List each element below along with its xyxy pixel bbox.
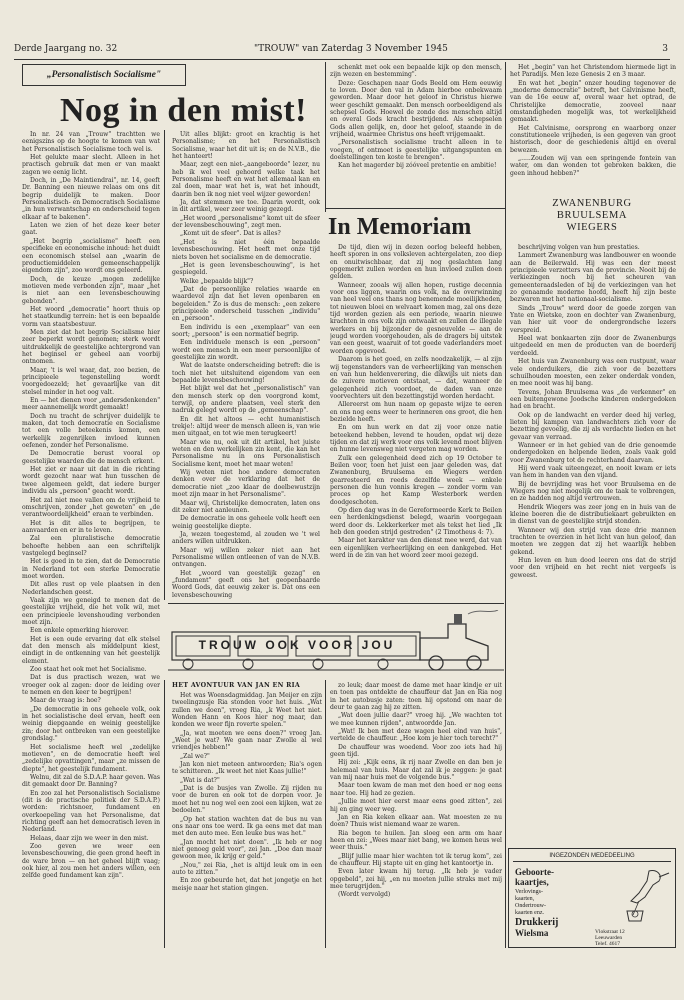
col-divider-4 [164,680,165,948]
paragraph: Maar, zegt een niet-„aangeboorde" lezer, nu heb ik wel veel gehoord welke taak het Personalisme heeft en wat het allemaal kan en zal doen, maar wat het is, wat het inhoudt, daarin ben ik nog niet veel wijzer geworden! [172,161,320,198]
paragraph: Daarom is het goed, en zelfs noodzakelijk, — al zijn wij tegenstanders van de verheerlijking van menschen en van hun heldenverering, die dikwijls uit niets dan de zuivere motieven ontstaat, — dat, wanneer de gelegenheid zich voordoet, de daden van onze voorvechters uit den bezettingstijd worden herdacht. [330,356,502,400]
paragraph: Vaak zijn we geneigd te menen dat de geestelijke vrijheid, die het volk wil, met een principieele levenshouding verbonden moet zijn. [22,596,160,626]
paragraph: En dit het altoos — echt humanistisch trekje!: altijd weer de mensch alleen is, van wie men uitgaat, en tot wie men terugkeert! [172,415,320,438]
paragraph: Maar de vraag is: hoe? [30,697,101,705]
col-divider-2 [325,62,326,212]
masthead-date: "TROUW" van Zaterdag 3 November 1945 [254,44,448,54]
col-divider-5 [325,680,326,948]
paragraph: „Nou," zei Ria, „het is altijd leuk om in een auto te zitten." [172,861,322,876]
ad-line-10: Leeuwarden [595,935,623,941]
ad-line-1: Geboorte- [515,867,554,877]
paragraph: En — het dienen voor „andersdenkenden" meer aannemelijk wordt gemaakt! [22,397,160,412]
column-4-top [510,64,676,194]
paragraph: Op dien dag was in de Gereformeerde Kerk te Beilen een herdenkingsdienst belegd, waarin voorgegaan werd door ds. Lekkerkerker met als tekst het lied „Ik heb den goeden strijd gestreden" (2 Timotheus 4: 7). [330,507,502,537]
paragraph: Laten we zien of het deze keer beter gaat. [22,222,160,237]
col-divider-1 [164,130,165,600]
banner-text: TROUW OOK VOOR JOU [198,638,396,652]
paragraph: Het was Woensdagmiddag. Jan Meijer en zijn tweelingzusje Ria stonden voor het huis. „Wat zullen we doen", vroeg Ria, „k Weet het niet. Wonden Hann en Koos hier nog maar, dan konden we weer fijn roverte spelen." [172,692,322,729]
paragraph: Allereerst om hun naam op gepaste wijze te eeren en ons nog eens weer te herinneren ons groot, die hen bezielde heeft. [330,401,502,423]
paragraph: En zoo gebeurde het, dat het jongetje en het meisje naar het station gingen. [172,877,322,892]
paragraph: Bij de bevrijding was het voor Bruulsema en de Wiegers nog niet mogelijk om de taak te volbrengen, en ze hadden nog altijd vertrouwen. [510,480,676,503]
paragraph: „Het is niet één bepaalde levensbeschouwing. Het heeft met onze tijd niets boven het socialisme en de democratie. [172,238,320,261]
story-title: HET AVONTUUR VAN JAN EN RIA [172,682,301,689]
paragraph: Tevens, Johan Bruulsema was „de verkenner" en een buitengewone Joodsche kinderen ondergedoken had en bracht. [510,388,676,411]
memoriam-column-3 [330,244,502,600]
paragraph: „Op het station wachten dat de bus nu van ons naar ons toe werd. Ik ga eens met dat man met den auto mee. Een leuke bus was het." [172,815,322,838]
paragraph: „Wat! Ik ben met deze wagen heel eind van huis", vertelde de chauffeur. „Hoe kom je hier toch terecht?" [330,728,502,743]
paragraph: Kan het magerder bij zóóveel pretentie en ambitie! [338,162,497,170]
paragraph: „Jan mocht het niet doen". „Ik heb er nog niet genoeg geld voor", zei Jan. „Doe dan maar gewoon mee, ik krijg er geld." [172,838,322,861]
paragraph: Sinds „Trouw" werd door de goede zorgen van Ynte en Wietske, zoon en dochter van Zwanenburg, van hier uit voor de ondergrondsche lezers verspreid. [510,304,676,334]
paragraph: Maar wie nu, ook uit dit artikel, het juiste weten en den werkelijken zin kent, die kan het Personalisme nu in ons Personalistisch Socialisme kent, moet het maar weten! [172,438,320,468]
paragraph: Maar wij, Christelijke democraten, laten ons dit zeker niet aanleunen. [172,499,320,514]
paragraph: zo leuk; daar moest de dame met haar kindje er uit en toen pas ontdekte de chauffeur dat Jan en Ria nog in het autobusje zaten: toen hij opstond om naar de deur te gaan zag hij ze zitten. [330,682,502,712]
paragraph: Ook op de landwacht en verder deed hij verleg, lieten bij kampen van landwachters zich voor de bezetting gevoelig, die zij als verdachte lieden en het gevaar van verraad. [510,411,676,441]
paragraph: „Het woord „personalisme" komt uit de sfeer der levensbeschouwing", zegt men. [172,214,320,230]
paragraph: „.....Zouden wij van een springende fontein van water, om dan wonden tot gebroken bakken, die geen inhoud hebben?" [510,155,676,177]
paragraph: Zal een pluralistische democratie behoefte hebben aan een schriftelijk vastgelegd beginsel? [22,535,160,557]
story-column-a [172,692,322,948]
paragraph: Maar het karakter van den dienst mee werd, dat van een eigenlijken verheerlijking en een dankgebed. Het werd in de zin van het woord zeer mooi gezegd. [330,537,502,560]
paragraph: Het zal niet mee vallen om de vrijheid te omschrijven, zonder „het geweten" en „de verantwoordelijkheid" eraan te verbinden. [22,496,160,519]
ad-line-2: kaartjes, [515,877,549,887]
ad-line-8: Wielsma [515,928,549,938]
paragraph: Het Calvinisme, oorsprong en waarborg onzer constitutioneele vrijheden, is een gegeven van groot historisch, door de geschiedenis altijd en overal bewezen. [510,124,676,154]
paragraph: Wanneer er in het gebied van de drie genoemde ondergedoken en helpende lieden, zoals vaak gold voor Zwanenburg tot de rechterhand daarvan. [510,441,676,464]
paragraph: Uit alles blijkt: groot en krachtig is het Personalisme; en het Personalistisch Socialisme, waar het dit uit is; en de N.V.B., die het hanteert! [172,131,320,161]
paragraph: Hij werd vaak uiteengezet, en nooit kwam er iets van hem in handen van den vijand. [510,464,676,480]
paragraph: Jan en Ria keken elkaar aan. Wat moesten ze nu doen? Thuis wist niemand waar ze waren. [330,813,502,829]
paragraph: En om hun werk en dat zij voor onze natie beteekend hebben, levend te houden, opdat wij deze tijden en dat zij werk voor ons volk levend moet blijven en hunne levensweg niet vergeten mag worden. [330,424,502,454]
paragraph: En zoo zal het Personalistisch Socialisme (dit is de practische politiek der S.D.A.P.) worden: richtsnoer, fundament en overkoepeling van het Personalisme, dat richting geeft aan het democratisch leven in Nederland. [22,789,160,834]
paragraph: „Het begrip „socialisme" heeft een specifieke en economische inhoud: het duidt een economisch stelsel aan „waarin de productiemiddelen gemeenschappelijk eigendom zijn", zoo wordt ons geleerd. [22,237,160,275]
paragraph: Dat is dus practisch wezen, wat we vroeger ook al zagen: door de leiding over te nemen en den keer te begrijpen! [22,674,160,697]
paragraph: „Dat de persoonlijke relaties waarde en waardevol zijn dat het leven openbaren en begeleiden." Zo is dus de mensch: „een zekere principieele onderscheid tusschen „individu" en „persoon". [172,285,320,323]
paragraph: Het blijkt wel dat het „personalistisch" van den mensch sterk op den voorgrond komt, terwijl, op andere plaatsen, veel sterk den nadruk gelegd wordt op de „gemeenschap". [172,385,320,415]
paragraph: Het „begin" van het Christendom hiermede ligt in het Paradijs. Men leze Genesis 2 en 3 maar. [510,64,676,79]
paragraph: schenkt met ook een bepaalde kijk op den mensch, zijn wezen en bestemming". [330,64,502,79]
article-column-2 [172,131,320,601]
article-headline: Nog in den mist! [60,92,307,129]
paragraph: „Personalistisch socialisme tracht alleen in te voegen, of ontmoet is geestelijke uitgangspunten en doelstellingen ten koste te brengen". [330,139,502,162]
paragraph: Jan kon niet meteen antwoorden; Ria's ogen te schitteren. „Ik weet het niet Kaas jullie!" [172,761,322,776]
paragraph: „Dat is de busjes van Zwolle. Zij rijden nu voor de buren en ook tot de dorpen voor. Je moet het nu nog wel een zooi een kijken, wat ze bedoelen." [172,785,322,815]
paragraph: Even later kwam hij terug. „Ik heb je vader opgebeld", zei hij, „en nu moeten jullie straks met mij mee terugrijden." [330,868,502,890]
column-3-top [330,64,502,206]
stork-icon [619,867,671,927]
paragraph: In nr. 24 van „Trouw" trachtten we eenigszins op de hoogte te komen van wat het Personalistisch Socialisme toch wel is. [22,131,160,153]
paragraph: Zulk een gelegenheid deed zich op 19 October te Beilen voor, toen het juist een jaar geleden was, dat Zwanenburg, Bruulsema en Wiegers werden gearresteerd en reeds dezelfde week — enkele personen die hun vonnis kregen — zonder vorm van proces op het Kamp Westerbork werden doodgeschoten. [330,454,502,506]
memoriam-column-4 [510,244,676,842]
paragraph: Ja, wezen toegestemd, al zouden we 't wel anders willen uitdrukken. [172,530,320,546]
paragraph: Het is goed in te zien, dat de Democratie in Nederland tot een sterke Democratie moet worden. [22,558,160,580]
paragraph: Wij weten niet hoe andere democraten denken over de verklaring dat het de democratie niet „zoo klaar de doelbewustzijn moet zijn maar in het Personalisme". [172,469,320,499]
paragraph: Het gelukte maar slecht. Alleen in het practisch gebruik dat men er van maakt zagen we eenig licht. [22,154,160,176]
col-divider-3 [505,62,506,948]
paragraph: Wanneer, zooals wij allen hopen, rustige decennia voor ons liggen, waarin ons volk, na de overwinning van heel veel ons thans nog benemende moeilijkheden, tot nieuwen bloei en welvaart komen mag, zal ons deze tijd worden gezien als een periode, waarin nieuwe krachten in ons volk zijn ontwaakt en zullen de illegale werkers en bij bijzonder de gesneuvelde — aan de jeugd worden voorgehouden, als de dragers bij uitstek van een geest, waaruit of tot goede vaderlanders moet worden opgevoed. [330,281,502,355]
paragraph: Welnu, dit zal de S.D.A.P. haar geven. Was dit gemaakt door Dr. Banning? [22,773,160,789]
paragraph: Helaas, daar zijn we weer in den mist. [30,834,149,842]
birth-card-advertisement [508,848,676,948]
header-rule [14,59,670,60]
paragraph: Het socialisme heeft wel „zedelijke motieven", en de democratie heeft wel „zedelijke opvattingen", maar „ze missen de diepte", het geestelijk fundament. [22,743,160,773]
paragraph: Maar wij willen zeker niet aan het Personalisme willen ontleenen of van de N.V.B. ontvangen. [172,546,320,569]
paragraph: „De democratie in ons geheele volk, ook in het socialistische deel ervan, heeft een weinig diepgaande en weinig geestelijke zin; door het ontbreken van een geestelijke grondslag." [22,705,160,743]
trouw-banner [168,610,504,672]
paragraph: En wat het „begin" onzer houding tegenover de „moderne democratie" betreft, het Calvinisme heeft, van de 16e eeuw af, overal waar het optrad, de Christelijke democratie, zooveel naar omstandigheden mogelijk was, tot werkelijkheid gemaakt. [510,79,676,124]
article-column-1 [22,131,160,946]
article-kicker: „Personalistisch Socialisme" [22,64,186,86]
paragraph: (Wordt vervolgd) [338,891,391,899]
ad-line-3: Verlovings- [515,889,543,895]
paragraph: Hij zei: „Kijk eens, ik rij naar Zwolle en dan ben je helemaal van huis. Maar dat zal ik je zeggen: je gaat van mij naar huis met de volgende bus." [330,759,502,782]
paragraph: „Komt uit de sfeer". Dat is alles? [180,230,281,238]
story-rule [168,603,504,604]
paragraph: Deze: Geschapen naar Gods Beeld om Hem eeuwig te loven. Door den val in Adam hierboe onbekwaam geworden. Maar door het geloof in Christus hierwe weer geschikt gemaakt. Den mensch oorbeeldigend als schepsel Gods. Hoewel de zonde des menschen altijd en overal Gods kracht bestrijdend. Als schepselen Gods allen gelijk, en, door het geloof, staande in de vrijheid, waarmee Christus ons heeft vrijgemaakt. [330,79,502,139]
paragraph: Wat de laatste onderscheiding betreft: die is toch niet het uitsluitend eigendom van een bepaalde levensbeschouwing! [172,362,320,384]
paragraph: Hun leven en hun dood leeren ons dat de strijd voor den vrijheid en het recht niet vergeefs is geweest. [510,557,676,579]
paragraph: Lammert Zwanenburg was landbouwer en woonde aan de Beilerwald. Hij was een der meest principieele verzetters van de provincie. Nooit bij de verkiezingen noch bij het scheuren van gemeenteraadsleden of bij de verkiezingen van het zo genaamde moderne hoofd, heeft hij zijn beste bezwaren met het nationaal-socialisme. [510,252,676,304]
paragraph: De Democratie berust vooral op geestelijke waarden die de mensch erkent. [22,450,160,465]
memoriam-names [508,198,676,234]
paragraph: Ria begon te huilen. Jan sloeg een arm om haar heen en zei: „Wees maar niet bang, we komen heus wel weer thuis." [330,829,502,852]
paragraph: Een individu is een „exemplaar" van een soort; „persoon" is een normatief begrip. [172,323,320,338]
paragraph: beschrijving volgen van hun prestaties. [518,244,640,251]
ad-line-5: Ondertrouw- [515,903,546,909]
paragraph: Het „woord van geestelijk gezag" en „fundament" geeft ons het geopenbaarde Woord Gods, dat eeuwig zeker is. Dat ons een levensbeschouwing [172,569,320,599]
paragraph: „Ja, wat moeten we eens doen?" vroeg Jan. „Weet je wat? We gaan naar Zwolle al wel vriendjes hebben!" [172,729,322,752]
memoriam-title: In Memoriam [328,214,472,240]
ad-line-11: Telef. 4617 [595,941,620,947]
paragraph: De tijd, dien wij in dezen oorlog beleefd hebben, heeft sporen in ons volksleven achtergelaten, zoo diep en onuitwischbaar, dat zij nog geslachten lang opgemerkt zullen worden en hun invloed zullen doen gelden. [330,244,502,281]
paragraph: De democratie in ons geheele volk heeft een weinig geestelijke diepte. [172,515,320,530]
paragraph: „Wat is dat?" [180,776,220,784]
memoriam-rule [326,208,506,209]
paragraph: Zoo geven we weer een levensbeschouwing, die geen grond heeft in de ware bron — en het geheel blijft vaag; ook hier, al zou men het anders willen, een zelfde goed fundament kan zijn". [22,842,160,880]
page-header [14,44,674,58]
paragraph: Maar, 't is wel waar, dat, zoo bezien, de principieele tegenstelling wordt voorgedoezeld; het gevaarlijke van dit stelsel minder in het oog valt. [22,366,160,396]
paragraph: Hendrik Wiegers was zeer jong en in huis van de kleine boeren die de distributiekaart gebruikten en in dienst van de geestelijke strijd stonden. [510,503,676,526]
paragraph: Wanneer wij den strijd van deze drie mannen trachten te overzien in het licht van hun geloof, dan moeten we zeggen dat zij het waarlijk hebben gekend. [510,526,676,556]
ad-line-7: Drukkerij [515,917,559,928]
issue-label: Derde Jaargang no. 32 [14,44,118,54]
paragraph: Zoo staat het ook met het Socialisme. [30,666,147,674]
paragraph: „Wat doen jullie daar?" vroeg hij. „We wachten tot we mee kunnen rijden", antwoordde Jan. [330,712,502,727]
ad-line-4: kaarten, [515,896,535,902]
paragraph: „Jullie moet hier eerst maar eens goed zitten", zei hij en ging weer weg. [330,798,502,813]
memoriam-name-1: ZWANENBURG [552,198,632,209]
paragraph: Doch, de keuze „mogen zedelijke motieven mede verbonden zijn", maar „het is niet aan een levensbeschouwing gebonden". [22,275,160,305]
ad-line-6: kaarten enz. [515,910,544,916]
paragraph: Het is dit alles te begrijpen, te aanvaarden en er in te leven. [22,519,160,534]
paragraph: Dit alles rust op vele plaatsen in den Nederlandschen geest. [22,581,160,596]
paragraph: Ja, dat stemmen we toe. Daarin wordt, ook in dit artikel, weer zeer weinig gezegd. [172,199,320,214]
paragraph: Het huis van Zwanenburg was een rustpunt, waar vele onderduikers, die zich voor de bezetters schuilhouden moesten, een zeker onderdak vonden, en mee nooit was hij bang. [510,358,676,388]
ad-line-9: Vlokstraat 12 [595,929,625,935]
paragraph: Welke „bepaalde blijk"? [180,277,254,285]
paragraph: „Het is geen levensbeschouwing", is het gespiegeld. [172,261,320,277]
ad-title: INGEZONDEN MEDEDEELING [513,853,671,862]
paragraph: De chauffeur was woedend. Voor zoo iets had hij geen tijd. [330,743,502,759]
paragraph: Heel wat bonkaarten zijn door de Zwanenburgs uitgedeeld en men de producten van de boerderij verdeeld. [510,335,676,357]
paragraph: „Zal we?" [180,752,210,760]
story-column-b [330,682,502,948]
memoriam-name-2: BRUULSEMA [556,210,628,221]
paragraph: „Blijf jullie maar hier wachten tot ik terug kom", zei de chauffeur. Hij stapte uit en ging het kantoortje in. [330,852,502,867]
paragraph: Het ziet er naar uit dat in die richting wordt gezocht naar wat hun tusschen de twee algemeen geldt, dat iedere burger individu als „persoon" geacht wordt. [22,466,160,496]
memoriam-name-3: WIEGERS [566,222,618,233]
paragraph: Doch nu tracht de schrijver duidelijk te maken, dat toch democratie en Socialisme tot een volle beteekenis komen, een werkelijk zegenrijken invloed kunnen oefenen, zonder het Personalisme. [22,412,160,450]
paragraph: Een enkele opmerking hierover. [30,627,129,635]
paragraph: Een individuele mensch is een „persoon" wordt een mensch in een meer persoonlijke of geestelijke zin wordt. [172,339,320,361]
page-number: 3 [662,44,668,54]
paragraph: Men ziet dat het begrip Socialisme hier zeer beperkt wordt genomen; sterk wordt uitdrukkelijk de geestelijke achtergrond van het beginsel er geheel aan voorbij ontnomen. [22,328,160,366]
paragraph: Maar toen kwam de man met den hoed er nog eens naar toe. Hij had ze gezien. [330,782,502,797]
paragraph: Het woord „democratie" hoort thuis op het staatkundig terrein: het is een bepaalde vorm van staatsbestuur. [22,305,160,328]
paragraph: Doch, in „De Maintiendrai", nr. 14, geeft Dr. Banning een nieuwe relaas om ons dit begrip duidelijk te maken. Door Personalistisch- en Democratisch Socialisme „in hun verwantschap en onderscheid tegen elkaar af te bakenen". [22,177,160,221]
paragraph: Het is een oude ervaring dat elk stelsel dat den mensch als middelpunt kiest, eindigt in de ontkenning van het geestelijk element. [22,635,160,665]
